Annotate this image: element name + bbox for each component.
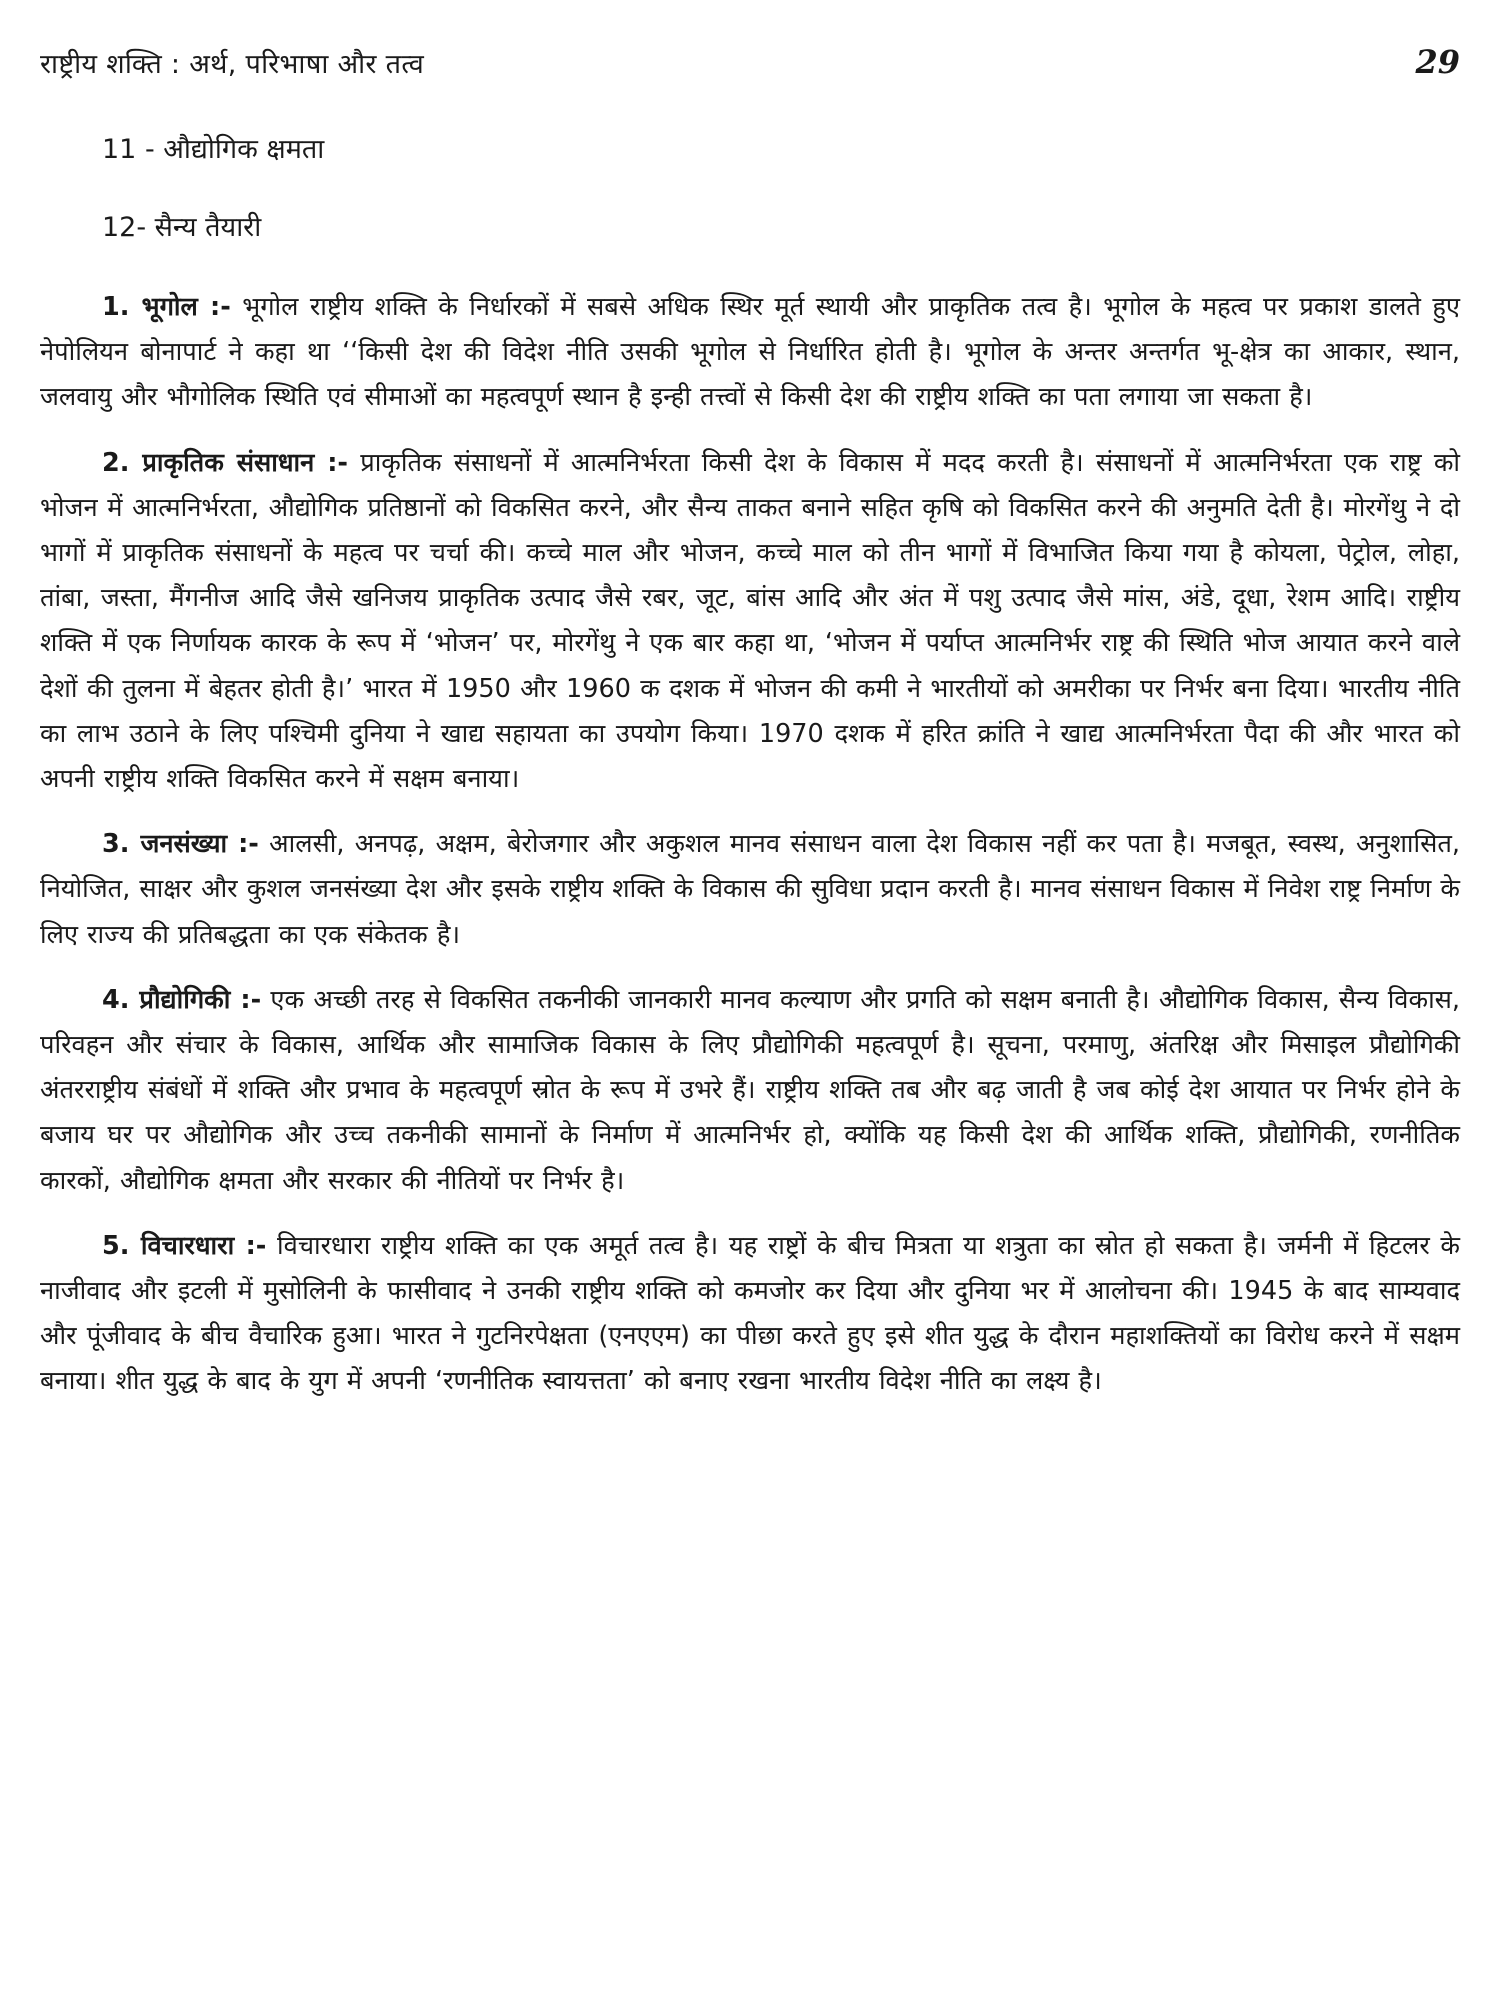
section-heading: 2. प्राकृतिक संसाधान :- [102, 447, 348, 478]
section-population [40, 822, 1460, 958]
section-technology [40, 978, 1460, 1204]
page-number: 29 [1415, 43, 1460, 81]
list-item: 12- सैन्य तैयारी [102, 212, 262, 243]
section-ideology [40, 1224, 1460, 1405]
element-list [102, 124, 1402, 254]
chapter-title: राष्ट्रीय शक्ति : अर्थ, परिभाषा और तत्व [40, 48, 425, 80]
sections [40, 285, 1460, 1425]
section-body: विचारधारा राष्ट्रीय शक्ति का एक अमूर्त तत्व है। यह राष्ट्रों के बीच मित्रता या शत्रुता का स्रोत हो सकता है। जर्मनी में हिटलर के नाजीवाद और इटली में मुसोलिनी के फासीवाद ने उनकी राष्ट्रीय शक्ति को कमजोर कर दिया और दुनिया भर में आलोचना की। 1945 के बाद साम्यवाद और पूंजीवाद के बीच वैचारिक हुआ। भारत ने गुटनिरपेक्षता (एनएएम) का पीछा करते हुए इसे शीत युद्ध के दौरान महाशक्तियों का विरोध करने में सक्षम बनाया। शीत युद्ध के बाद के युग में अपनी ‘रणनीतिक स्वायत्तता’ को बनाए रखना भारतीय विदेश नीति का लक्ष्य है। [40, 1230, 1461, 1397]
section-body: आलसी, अनपढ़, अक्षम, बेरोजगार और अकुशल मानव संसाधन वाला देश विकास नहीं कर पता है। मजबूत, स्वस्थ, अनुशासित, नियोजित, साक्षर और कुशल जनसंख्या देश और इसके राष्ट्रीय शक्ति के विकास की सुविधा प्रदान करती है। मानव संसाधन विकास में निवेश राष्ट्र निर्माण के लिए राज्य की प्रतिबद्धता का एक संकेतक है। [40, 829, 1461, 950]
list-item: 11 - औद्योगिक क्षमता [102, 134, 325, 165]
section-body: प्राकृतिक संसाधनों में आत्मनिर्भरता किसी देश के विकास में मदद करती है। संसाधनों में आत्मनिर्भरता एक राष्ट्र को भोजन में आत्मनिर्भरता, औद्योगिक प्रतिष्ठानों को विकसित करने, और सैन्य ताकत बनाने सहित कृषि को विकसित करने की अनुमति देती है। मोरगेंथु ने दो भागों में प्राकृतिक संसाधनों के महत्व पर चर्चा की। कच्चे माल और भोजन, कच्चे माल को तीन भागों में विभाजित किया गया है कोयला, पेट्रोल, लोहा, तांबा, जस्ता, मैंगनीज आदि जैसे खनिजय प्राकृतिक उत्पाद जैसे रबर, जूट, बांस आदि और अंत में पशु उत्पाद जैसे मांस, अंडे, दूधा, रेशम आदि। राष्ट्रीय शक्ति में एक निर्णायक कारक के रूप में ‘भोजन’ पर, मोरगेंथु ने एक बार कहा था, ‘भोजन में पर्याप्त आत्मनिर्भर राष्ट्र की स्थिति भोज आयात करने वाले देशों की तुलना में बेहतर होती है।’ भारत में 1950 और 1960 क दशक में भोजन की कमी ने भारतीयों को अमरीका पर निर्भर बना दिया। भारतीय नीति का लाभ उठाने के लिए पश्चिमी दुनिया ने खाद्य सहायता का उपयोग किया। 1970 दशक में हरित क्रांति ने खाद्य आत्मनिर्भरता पैदा की और भारत को अपनी राष्ट्रीय शक्ति विकसित करने में सक्षम बनाया। [40, 447, 1461, 795]
section-heading: 5. विचारधारा :- [102, 1230, 267, 1261]
section-heading: 3. जनसंख्या :- [102, 829, 259, 860]
section-heading: 1. भूगोल :- [102, 292, 231, 322]
section-natural-resources [40, 441, 1460, 803]
section-body: भूगोल राष्ट्रीय शक्ति के निर्धारकों में सबसे अधिक स्थिर मूर्त स्थायी और प्राकृतिक तत्व है। भूगोल के महत्व पर प्रकाश डालते हुए नेपोलियन बोनापार्ट ने कहा था ‘‘किसी देश की विदेश नीति उसकी भूगोल से निर्धारित होती है। भूगोल के अन्तर अन्तर्गत भू-क्षेत्र का आकार, स्थान, जलवायु और भौगोलिक स्थिति एवं सीमाओं का महत्वपूर्ण स्थान है इन्ही तत्त्वों से किसी देश की राष्ट्रीय शक्ति का पता लगाया जा सकता है। [40, 292, 1460, 413]
running-header [40, 38, 1460, 86]
section-geography [40, 285, 1460, 421]
section-heading: 4. प्रौद्योगिकी :- [102, 984, 262, 1015]
section-body: एक अच्छी तरह से विकसित तकनीकी जानकारी मानव कल्याण और प्रगति को सक्षम बनाती है। औद्योगिक विकास, सैन्य विकास, परिवहन और संचार के विकास, आर्थिक और सामाजिक विकास के लिए प्रौद्योगिकी महत्वपूर्ण है। सूचना, परमाणु, अंतरिक्ष और मिसाइल प्रौद्योगिकी अंतरराष्ट्रीय संबंधों में शक्ति और प्रभाव के महत्वपूर्ण स्रोत के रूप में उभरे हैं। राष्ट्रीय शक्ति तब और बढ़ जाती है जब कोई देश आयात पर निर्भर होने के बजाय घर पर औद्योगिक और उच्च तकनीकी सामानों के निर्माण में आत्मनिर्भर हो, क्योंकि यह किसी देश की आर्थिक शक्ति, प्रौद्योगिकी, रणनीतिक कारकों, औद्योगिक क्षमता और सरकार की नीतियों पर निर्भर है। [40, 984, 1461, 1196]
